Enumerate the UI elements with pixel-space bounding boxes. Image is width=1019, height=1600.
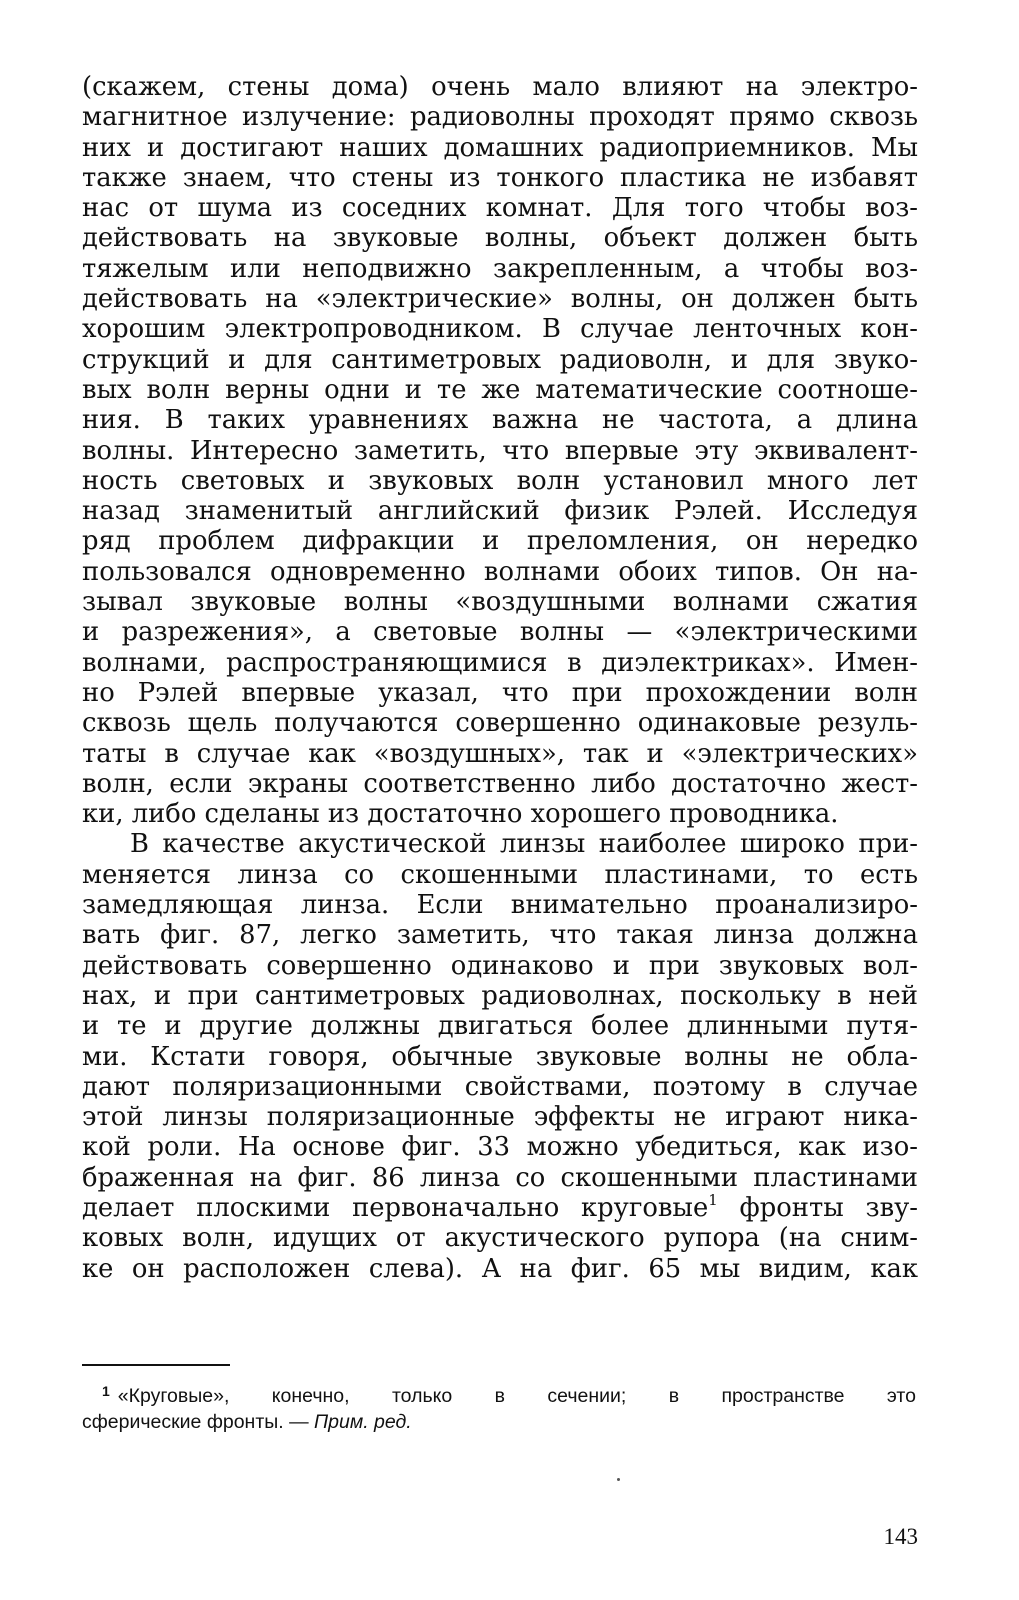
text-line: нас от шума из соседних комнат. Для того чтобы воз- <box>82 193 918 224</box>
footnote <box>82 1383 916 1435</box>
text-line: и разрежения», а световые волны — «электрическими <box>82 617 918 648</box>
text-line: волн, если экраны соответственно либо достаточно жест- <box>82 768 918 799</box>
text-line: но Рэлей впервые указал, что при прохождении волн <box>82 677 918 708</box>
text-line: ряд проблем дифракции и преломления, он нередко <box>82 526 918 557</box>
text-line: меняется линза со скошенными пластинами, то есть <box>82 859 918 890</box>
footnote-line <box>82 1409 916 1435</box>
footnote-line <box>82 1383 916 1409</box>
body-text <box>82 72 918 1284</box>
print-speck <box>617 1478 620 1481</box>
text-line: дают поляризационными свойствами, поэтому в случае <box>82 1071 918 1102</box>
footnote-mark: 1 <box>102 1383 110 1399</box>
text-line: также знаем, что стены из тонкого пластика не избавят <box>82 162 918 193</box>
text-line: зывал звуковые волны «воздушными волнами сжатия <box>82 587 918 618</box>
text-fragment: делает плоскими первоначально круговые <box>82 1192 709 1223</box>
text-line: ния. В таких уравнениях важна не частота, а длина <box>82 405 918 436</box>
text-line: действовать на звуковые волны, объект должен быть <box>82 223 918 254</box>
footnote-text: «Круговые», конечно, только в сечении; в пространстве это <box>117 1385 916 1407</box>
editor-note: Прим. ред. <box>314 1411 412 1433</box>
text-line: этой линзы поляризационные эффекты не играют ника- <box>82 1102 918 1133</box>
text-line: ми. Кстати говоря, обычные звуковые волны не обла- <box>82 1041 918 1072</box>
paragraph-start-line: В качестве акустической линзы наиболее широко при- <box>130 829 918 860</box>
text-line: хорошим электропроводником. В случае ленточных кон- <box>82 314 918 345</box>
text-line: (скажем, стены дома) очень мало влияют на электро- <box>82 72 918 102</box>
text-line: нах, и при сантиметровых радиоволнах, поскольку в ней <box>82 980 918 1011</box>
text-line: действовать совершенно одинаково и при звуковых вол- <box>82 950 918 981</box>
text-line: ке он расположен слева). А на фиг. 65 мы видим, как <box>82 1253 918 1284</box>
text-line: тяжелым или неподвижно закрепленным, а чтобы воз- <box>82 253 918 284</box>
footnote-text: сферические фронты. — <box>82 1411 315 1433</box>
footnote-divider <box>82 1364 230 1366</box>
text-line: замедляющая линза. Если внимательно проанализиро- <box>82 890 918 921</box>
text-line: струкций и для сантиметровых радиоволн, и для звуко- <box>82 344 918 375</box>
text-line: магнитное излучение: радиоволны проходят прямо сквозь <box>82 102 918 133</box>
text-line: действовать на «электрические» волны, он должен быть <box>82 284 918 315</box>
text-line-with-footnote-ref <box>82 1190 919 1223</box>
text-fragment: фронты зву- <box>717 1192 919 1223</box>
text-line: браженная на фиг. 86 линза со скошенными пластинами <box>82 1162 918 1193</box>
text-line: ковых волн, идущих от акустического рупора (на сним- <box>82 1223 918 1254</box>
text-line: них и достигают наших домашних радиоприемников. Мы <box>82 132 918 163</box>
text-line: волны. Интересно заметить, что впервые эту эквивалент- <box>82 435 918 466</box>
text-line: вых волн верны одни и те же математические соотноше- <box>82 374 918 405</box>
footnote-reference[interactable]: 1 <box>708 1190 718 1209</box>
page-number: 143 <box>883 1524 918 1549</box>
text-line: волнами, распространяющимися в диэлектриках». Имен- <box>82 647 918 678</box>
text-line: пользовался одновременно волнами обоих типов. Он на- <box>82 556 918 587</box>
text-line: таты в случае как «воздушных», так и «электрических» <box>82 738 918 769</box>
text-line: кой роли. На основе фиг. 33 можно убедиться, как изо- <box>82 1132 918 1163</box>
text-line: назад знаменитый английский физик Рэлей. Исследуя <box>82 496 918 527</box>
text-line: ки, либо сделаны из достаточно хорошего проводника. <box>82 799 839 830</box>
text-line: сквозь щель получаются совершенно одинаковые резуль- <box>82 708 918 739</box>
text-line: и те и другие должны двигаться более длинными путя- <box>82 1011 918 1042</box>
text-line: ность световых и звуковых волн установил много лет <box>82 465 918 496</box>
text-line: вать фиг. 87, легко заметить, что такая линза должна <box>82 920 918 951</box>
